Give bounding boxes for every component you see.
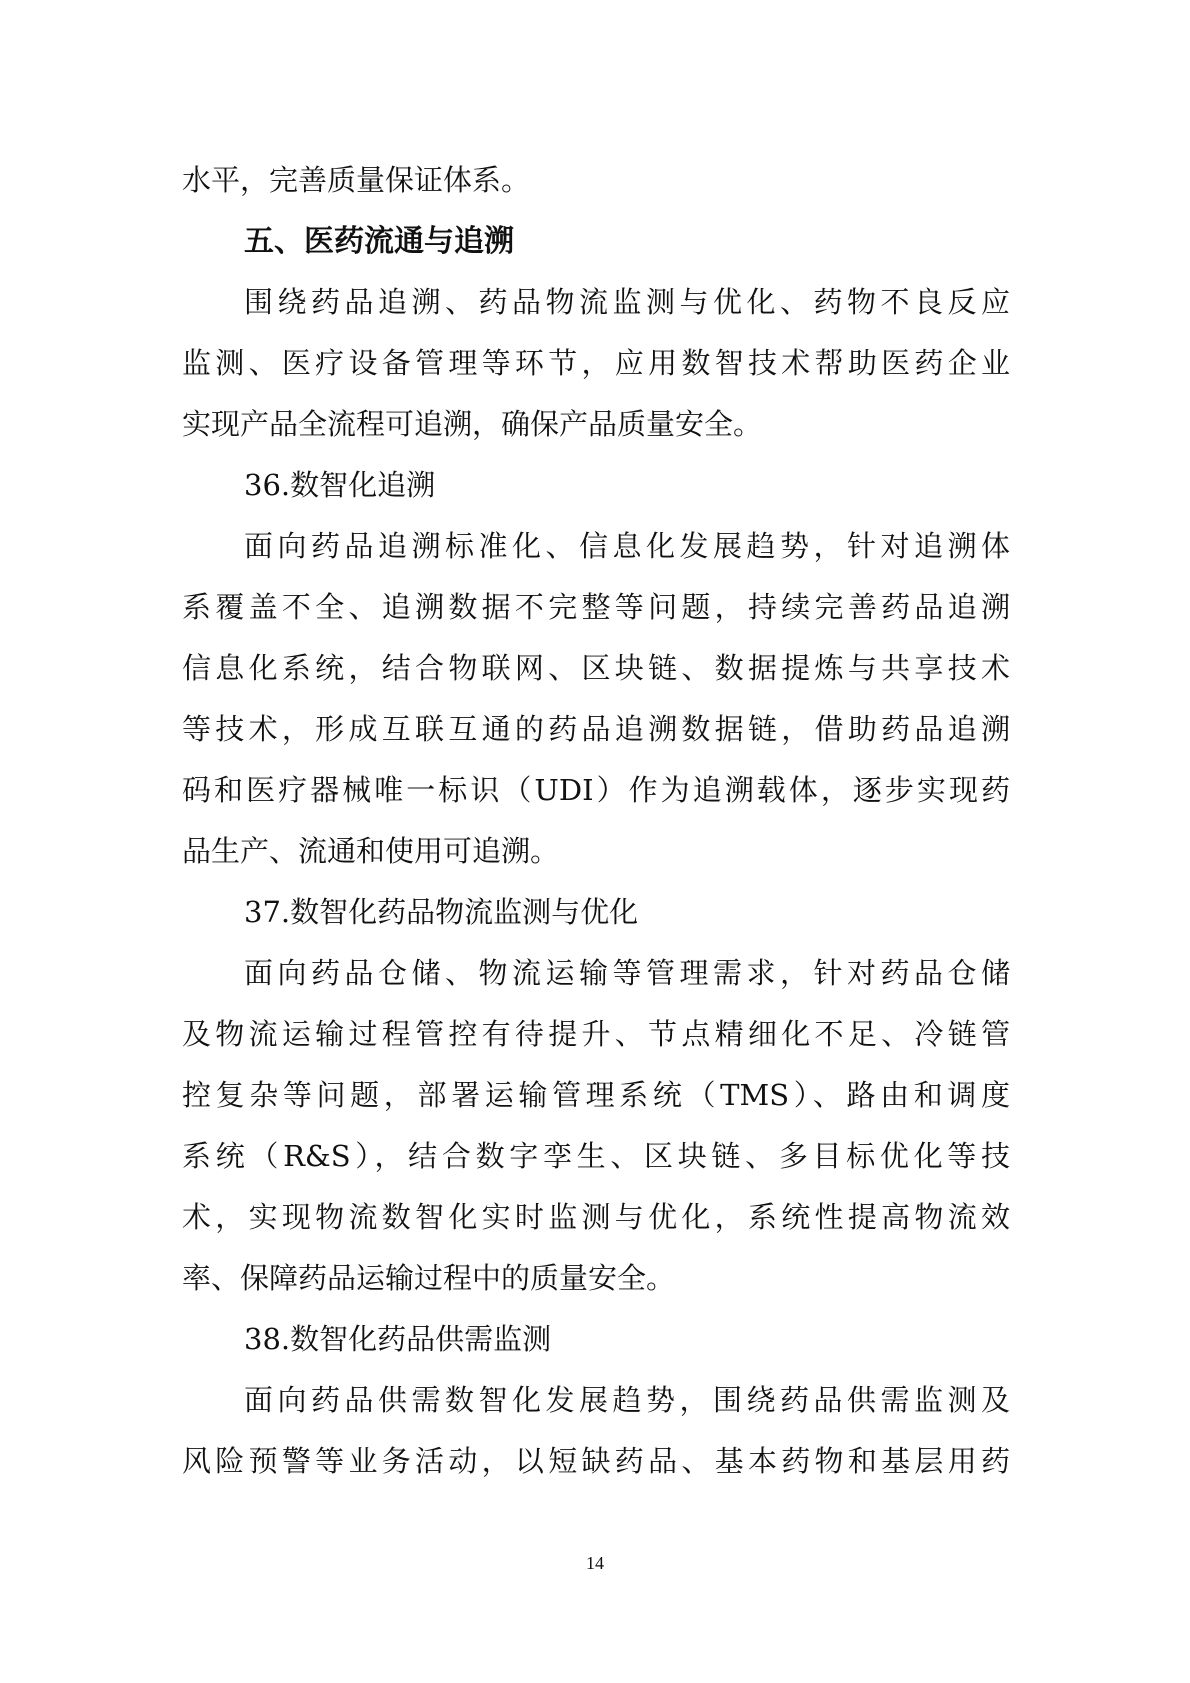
text-line: 监测、医疗设备管理等环节，应用数智技术帮助医药企业 bbox=[182, 346, 1010, 380]
text-line: 水平，完善质量保证体系。 bbox=[182, 163, 531, 197]
item-37-body bbox=[182, 943, 1010, 1309]
item-36-title bbox=[182, 455, 1010, 516]
text-line: 率、保障药品运输过程中的质量安全。 bbox=[182, 1261, 676, 1295]
text-line: 品生产、流通和使用可追溯。 bbox=[182, 834, 560, 868]
text-line: 控复杂等问题，部署运输管理系统（TMS）、路由和调度 bbox=[182, 1078, 1010, 1112]
text-line: 38.数智化药品供需监测 bbox=[244, 1322, 552, 1356]
text-line: 信息化系统，结合物联网、区块链、数据提炼与共享技术 bbox=[182, 651, 1010, 685]
item-38-title bbox=[182, 1309, 1010, 1370]
text-line: 面向药品供需数智化发展趋势，围绕药品供需监测及 bbox=[244, 1383, 1010, 1417]
item-38-body bbox=[182, 1370, 1010, 1492]
text-line: 实现产品全流程可追溯，确保产品质量安全。 bbox=[182, 407, 763, 441]
text-line: 码和医疗器械唯一标识（UDI）作为追溯载体，逐步实现药 bbox=[182, 773, 1010, 807]
text-line: 等技术，形成互联互通的药品追溯数据链，借助药品追溯 bbox=[182, 712, 1010, 746]
text-line: 面向药品追溯标准化、信息化发展趋势，针对追溯体 bbox=[244, 529, 1010, 563]
paragraph-continuation bbox=[182, 150, 1010, 211]
text-line: 及物流运输过程管控有待提升、节点精细化不足、冷链管 bbox=[182, 1017, 1010, 1051]
text-line: 36.数智化追溯 bbox=[244, 468, 436, 502]
section-5-intro bbox=[182, 272, 1010, 455]
text-line: 37.数智化药品物流监测与优化 bbox=[244, 895, 639, 929]
text-line: 面向药品仓储、物流运输等管理需求，针对药品仓储 bbox=[244, 956, 1010, 990]
text-line: 系统（R&S），结合数字孪生、区块链、多目标优化等技 bbox=[182, 1139, 1010, 1173]
text-line: 五、医药流通与追溯 bbox=[244, 224, 514, 259]
text-line: 风险预警等业务活动，以短缺药品、基本药物和基层用药 bbox=[182, 1444, 1010, 1478]
section-heading-5 bbox=[182, 211, 1010, 272]
page-number: 14 bbox=[586, 1553, 604, 1573]
text-line: 系覆盖不全、追溯数据不完整等问题，持续完善药品追溯 bbox=[182, 590, 1010, 624]
text-line: 围绕药品追溯、药品物流监测与优化、药物不良反应 bbox=[244, 285, 1010, 319]
item-36-body bbox=[182, 516, 1010, 882]
page-body bbox=[182, 150, 1010, 1492]
item-37-title bbox=[182, 882, 1010, 943]
text-line: 术，实现物流数智化实时监测与优化，系统性提高物流效 bbox=[182, 1200, 1010, 1234]
